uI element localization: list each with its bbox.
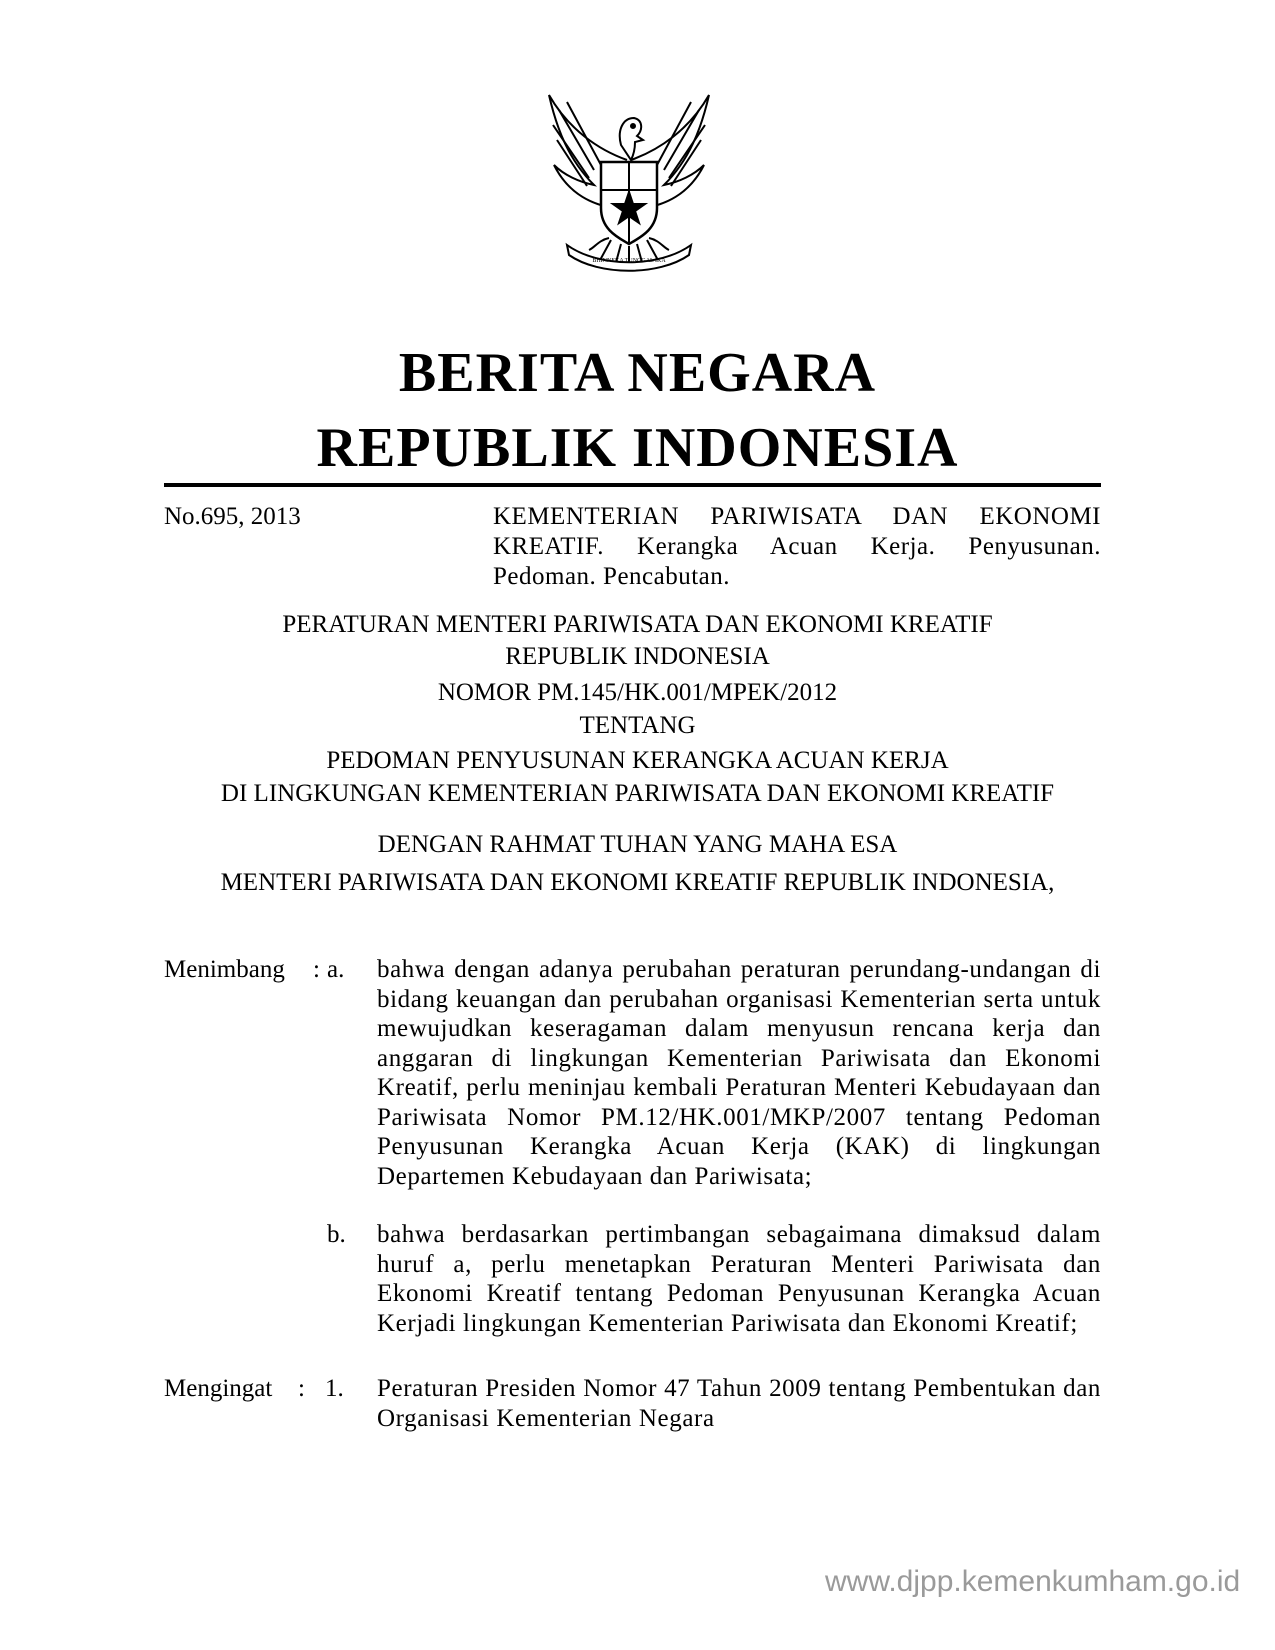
menimbang-item-a-marker: a. <box>327 956 345 983</box>
mengingat-label: Mengingat <box>164 1375 273 1402</box>
mengingat-colon: : <box>298 1375 305 1402</box>
garuda-emblem <box>539 90 719 275</box>
preamble-god: DENGAN RAHMAT TUHAN YANG MAHA ESA <box>377 831 898 858</box>
header-divider <box>164 483 1101 487</box>
gazette-number: No.695, 2013 <box>164 503 301 530</box>
gazette-subject: KEMENTERIAN PARIWISATA DAN EKONOMI KREATIF. Kerangka Acuan Kerja. Penyusunan. Pedoman. Pencabutan. <box>493 503 1101 590</box>
regulation-subject-line2: DI LINGKUNGAN KEMENTERIAN PARIWISATA DAN EKONOMI KREATIF <box>220 780 1055 807</box>
mengingat-item-1-marker: 1. <box>325 1375 344 1402</box>
regulation-number: NOMOR PM.145/HK.001/MPEK/2012 <box>437 679 838 706</box>
regulation-subject-line1: PEDOMAN PENYUSUNAN KERANGKA ACUAN KERJA <box>326 747 949 774</box>
gazette-title-line2: REPUBLIK INDONESIA <box>316 417 959 479</box>
emblem-motto: BHINNEKA TUNGGAL IKA <box>592 258 666 264</box>
regulation-title-line1: PERATURAN MENTERI PARIWISATA DAN EKONOMI KREATIF <box>282 611 993 638</box>
regulation-title-line2: REPUBLIK INDONESIA <box>505 643 770 670</box>
regulation-tentang: TENTANG <box>579 712 696 739</box>
menimbang-item-b-marker: b. <box>327 1221 346 1248</box>
menimbang-item-a-text: bahwa dengan adanya perubahan peraturan perundang-undangan di bidang keuangan dan perubahan organisasi Kementerian serta untuk mewujudkan keseragaman dalam menyusun rencana kerja dan anggaran di lingkungan Kementerian Pariwisata dan Ekonomi Kreatif, perlu meninjau kembali Peraturan Menteri Kebudayaan dan Pariwisata Nomor PM.12/HK.001/MKP/2007 tentang Pedoman Penyusunan Kerangka Acuan Kerja (KAK) di lingkungan Departemen Kebudayaan dan Pariwisata; <box>377 956 1101 1190</box>
preamble-minister: MENTERI PARIWISATA DAN EKONOMI KREATIF REPUBLIK INDONESIA, <box>220 869 1055 896</box>
mengingat-item-1-text: Peraturan Presiden Nomor 47 Tahun 2009 tentang Pembentukan dan Organisasi Kementerian Negara <box>377 1375 1101 1432</box>
menimbang-label: Menimbang <box>164 956 285 983</box>
gazette-title-line1: BERITA NEGARA <box>398 342 877 404</box>
menimbang-colon: : <box>313 956 320 983</box>
menimbang-item-b-text: bahwa berdasarkan pertimbangan sebagaimana dimaksud dalam huruf a, perlu menetapkan Peraturan Menteri Pariwisata dan Ekonomi Kreatif tentang Pedoman Penyusunan Kerangka Acuan Kerjadi lingkungan Kementerian Pariwisata dan Ekonomi Kreatif; <box>377 1221 1101 1337</box>
source-watermark: www.djpp.kemenkumham.go.id <box>825 1565 1241 1598</box>
